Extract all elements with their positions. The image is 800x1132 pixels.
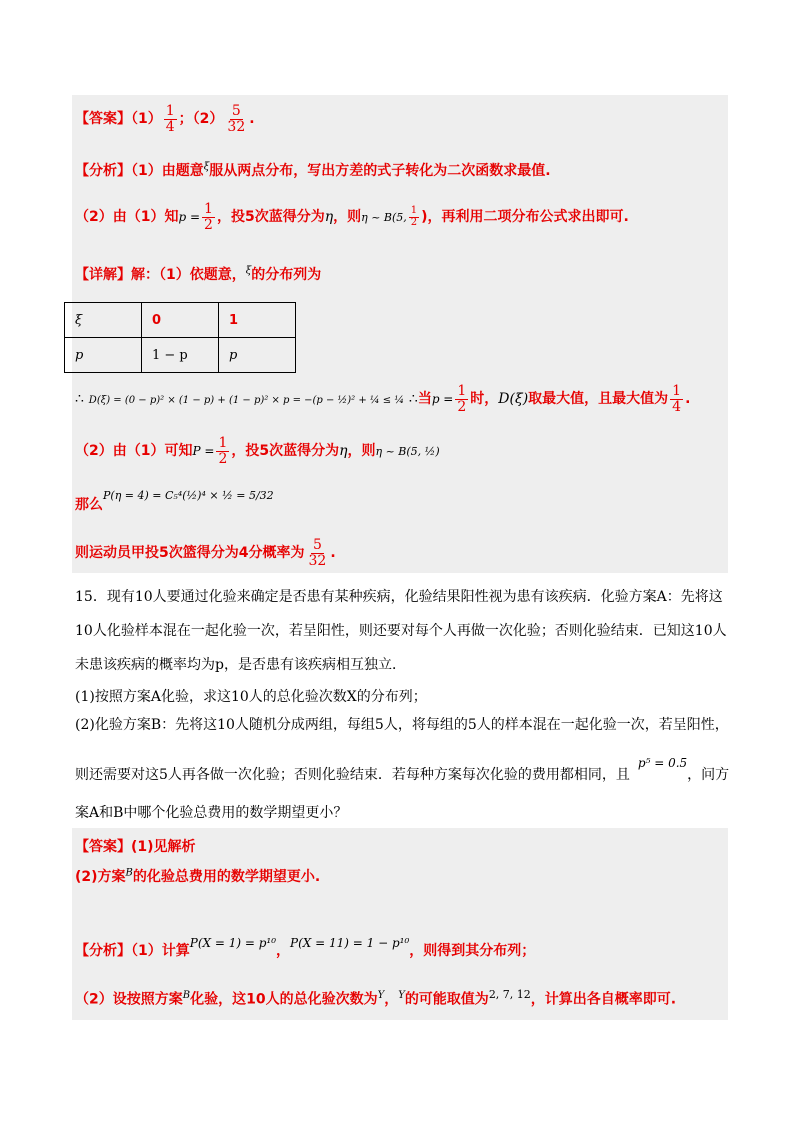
q15-line-1: 15．现有10人要通过化验来确定是否患有某种疾病，化验结果阳性视为患有该疾病．化验方案A：先将这 (75, 589, 723, 605)
probability-expression: P(X = 1) = p¹⁰ (189, 936, 277, 950)
text: 时， (470, 391, 499, 408)
table-cell: 1 − p (142, 338, 219, 373)
text: 取最大值，且最大值为 (528, 391, 669, 408)
plan-b-symbol: B (182, 990, 191, 1001)
separator: ； (178, 111, 193, 128)
table-cell: p (219, 338, 296, 373)
p5-expression: p⁵ = 0.5 (637, 756, 688, 770)
fraction-one-quarter (164, 104, 177, 134)
fraction-half (455, 384, 468, 414)
denominator: 2 (410, 216, 418, 228)
y-symbol: Y (377, 990, 385, 1001)
text: ，则得到其分布列； (409, 943, 536, 959)
text: （1）由题意 (131, 163, 204, 179)
text: ，问方 (687, 767, 730, 783)
text: 的化验总费用的数学期望更小. (132, 869, 321, 885)
text: 的分布列为 (251, 267, 322, 283)
eta-symbol: η (324, 209, 334, 226)
comma: ， (384, 991, 399, 1008)
p-equals: p = (178, 210, 201, 225)
text: 的可能取值为 (404, 991, 489, 1008)
answer-tag: 【答案】 (75, 111, 131, 128)
text: （1）计算 (131, 943, 190, 959)
distribution-table (64, 302, 296, 373)
text: (2)方案 (75, 869, 126, 885)
table-row (65, 338, 296, 373)
table-cell: ξ (65, 303, 142, 338)
denominator: 32 (308, 552, 327, 569)
answer-line-15-2 (75, 866, 320, 886)
binomial-expr: η ~ B(5, ½) (375, 445, 440, 459)
answer-part1: （1） (131, 111, 162, 128)
numerator: 1 (672, 383, 682, 399)
text: 当 (417, 391, 432, 408)
text: ，投5次蓝得分为 (216, 209, 325, 226)
comma: ， (276, 943, 291, 959)
text: 则还需要对这5人再各做一次化验；否则化验结束．若每种方案每次化验的费用都相同，且 (75, 767, 630, 783)
answer-line-14 (75, 104, 255, 134)
q15-line-4: (1)按照方案A化验，求这10人的总化验次数X的分布列； (75, 689, 427, 705)
eta-symbol: η (339, 443, 348, 460)
therefore-symbol: ∴ (408, 391, 418, 408)
analysis-tag: 【分析】 (75, 163, 131, 179)
fraction-five-32 (225, 104, 247, 134)
denominator: 2 (204, 216, 213, 233)
denominator: 4 (165, 118, 175, 135)
numerator: 5 (231, 103, 241, 119)
answer-part2: （2） (192, 111, 224, 128)
denominator: 4 (672, 398, 682, 415)
fraction-half (216, 436, 229, 466)
table-cell: 1 (219, 303, 296, 338)
fraction-half-small (409, 206, 419, 228)
plan-b-symbol: B (125, 867, 133, 879)
table-row (65, 303, 296, 338)
final-line-14 (75, 538, 336, 568)
text: ，则 (347, 443, 376, 460)
numerator: 1 (165, 103, 175, 119)
analysis-line-14-2 (75, 202, 629, 232)
fraction-half (202, 202, 215, 232)
numerator: 1 (457, 383, 467, 399)
text: 则运动员甲投5次篮得分为4分概率为 (75, 545, 305, 562)
text: （2）由（1）可知 (75, 443, 193, 460)
part2-line (75, 436, 440, 466)
p-equals: p = (431, 392, 454, 407)
p-equals: P = (192, 444, 215, 459)
xi-symbol: ξ (203, 161, 210, 173)
period: . (685, 391, 691, 408)
denominator: 2 (218, 450, 228, 467)
analysis-line-15-2 (75, 988, 676, 1009)
denominator: 2 (457, 398, 467, 415)
answer-line-15-1 (75, 836, 196, 856)
therefore-symbol: ∴ (75, 391, 84, 408)
q15-line-7: 案A和B中哪个化验总费用的数学期望更小？ (75, 805, 348, 821)
detail-line-14 (75, 264, 321, 284)
table-cell: 0 (142, 303, 219, 338)
q15-line-2: 10人化验样本混在一起化验一次，若呈阳性，则还要对每个人再做一次化验；否则化验结束．已知这10人 (75, 623, 727, 639)
text: ，投5次蓝得分为 (231, 443, 340, 460)
text: 化验，这10人的总化验次数为 (190, 991, 378, 1008)
denominator: 32 (227, 118, 246, 135)
text: （2）设按照方案 (75, 991, 183, 1008)
period: . (330, 545, 336, 562)
y-symbol: Y (398, 990, 405, 1001)
q15-line-3: 未患该疾病的概率均为p，是否患有该疾病相互独立． (75, 657, 406, 673)
variance-symbol: D(ξ) (498, 391, 529, 408)
detail-tag: 【详解】 (75, 267, 131, 283)
text: )，再利用二项分布公式求出即可. (421, 209, 629, 226)
text: 那么 (75, 497, 103, 513)
analysis-line-14-1 (75, 160, 551, 180)
numerator: 1 (218, 435, 228, 451)
so-line (75, 489, 274, 514)
analysis-line-15-1 (75, 936, 536, 960)
text: ，则 (333, 209, 362, 226)
probability-expression: P(η = 4) = C₅⁴(½)⁴ × ½ = 5/32 (103, 489, 274, 502)
q15-line-5: (2)化验方案B：先将这10人随机分成两组，每组5人，将每组的5人的样本混在一起化验一次，若呈阳性， (75, 717, 729, 733)
binomial-expr: η ~ B(5, (361, 211, 407, 225)
probability-expression: P(X = 11) = 1 − p¹⁰ (290, 936, 410, 950)
numerator: 1 (204, 201, 213, 217)
table-cell: p (65, 338, 142, 373)
analysis-tag: 【分析】 (75, 943, 131, 959)
q15-line-6 (75, 756, 730, 784)
numerator: 5 (312, 537, 322, 553)
period: . (249, 111, 255, 128)
variance-expression: D(ξ) = (0 − p)² × (1 − p) + (1 − p)² × p = −(p − ½)² + ¼ ≤ ¼ (88, 395, 405, 407)
text: 解：（1）依题意， (131, 267, 246, 283)
variance-line (75, 384, 690, 414)
values-list: 2, 7, 12 (488, 988, 531, 1001)
text: (1)见解析 (131, 839, 196, 855)
answer-tag: 【答案】 (75, 839, 131, 855)
text: （2）由（1）知 (75, 209, 179, 226)
xi-symbol: ξ (245, 265, 252, 277)
text: ，计算出各自概率即可. (530, 991, 677, 1008)
text: 服从两点分布，写出方差的式子转化为二次函数求最值. (209, 163, 551, 179)
fraction-one-quarter (670, 384, 683, 414)
numerator: 1 (410, 205, 418, 217)
fraction-five-32 (306, 538, 328, 568)
